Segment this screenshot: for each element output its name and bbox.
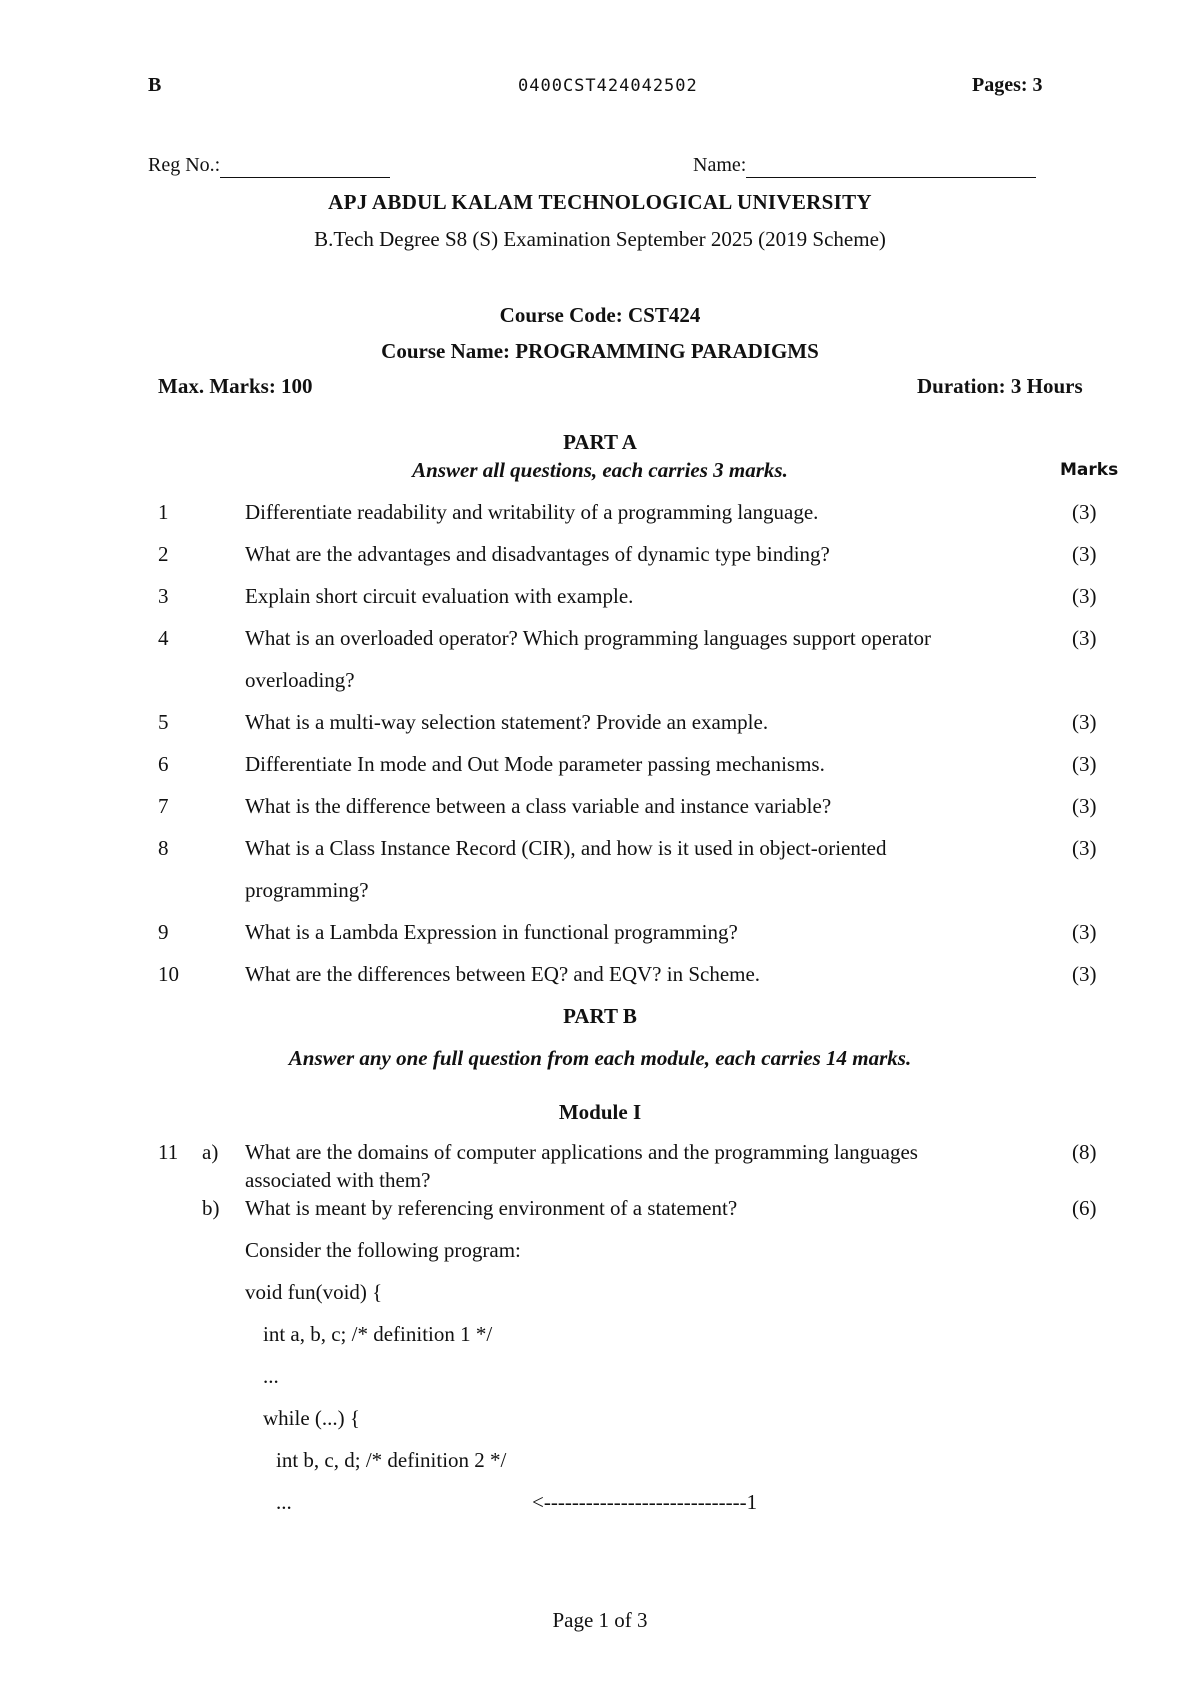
question-text-continued: programming? [245,878,369,902]
part-b-instruction: Answer any one full question from each module, each carries 14 marks. [288,1046,912,1070]
question-marks: (3) [1072,962,1097,986]
code-line: int b, c, d; /* definition 2 */ [276,1448,507,1472]
module-heading: Module I [558,1100,642,1124]
page-count: Pages: 3 [972,74,1043,96]
marks-column-heading: Marks [1060,460,1119,480]
question-marks: (3) [1072,836,1097,860]
question-text: What is a Lambda Expression in functional programming? [245,920,738,944]
name-label: Name: [693,154,747,176]
course-code: Course Code: CST424 [499,303,701,327]
question-marks: (3) [1072,794,1097,818]
question-text: Differentiate readability and writability of a programming language. [245,500,819,524]
question-number: 3 [158,584,169,608]
question-text: What are the advantages and disadvantages of dynamic type binding? [245,542,830,566]
question-text: What are the domains of computer applications and the programming languages [245,1140,918,1164]
question-number: 7 [158,794,169,818]
question-marks: (3) [1072,752,1097,776]
question-marks: (3) [1072,920,1097,944]
question-text: What is an overloaded operator? Which programming languages support operator [245,626,931,650]
code-line: while (...) { [263,1406,360,1430]
question-number: 4 [158,626,169,650]
sub-question-label: b) [202,1196,220,1220]
reg-no-label: Reg No.: [148,154,221,176]
code-line: void fun(void) { [245,1280,383,1304]
question-text: What is a Class Instance Record (CIR), and how is it used in object-oriented [245,836,887,860]
question-marks: (6) [1072,1196,1097,1220]
paper-code: 0400CST424042502 [518,76,698,96]
question-number: 10 [158,962,179,986]
question-text: Explain short circuit evaluation with example. [245,584,634,608]
question-marks: (3) [1072,626,1097,650]
code-line: ... [276,1490,292,1514]
sub-question-label: a) [202,1140,219,1164]
question-number: 9 [158,920,169,944]
question-text-continued: overloading? [245,668,355,692]
part-a-instruction: Answer all questions, each carries 3 marks. [412,458,788,482]
code-pointer-arrow: <-----------------------------1 [532,1490,758,1514]
exam-title: B.Tech Degree S8 (S) Examination September 2025 (2019 Scheme) [314,227,886,251]
question-number: 8 [158,836,169,860]
question-marks: (3) [1072,584,1097,608]
question-paper-set: B [148,74,162,96]
page-footer: Page 1 of 3 [552,1608,648,1632]
question-number: 5 [158,710,169,734]
course-name: Course Name: PROGRAMMING PARADIGMS [381,339,819,363]
consider-text: Consider the following program: [245,1238,521,1262]
question-marks: (8) [1072,1140,1097,1164]
question-text: What is the difference between a class variable and instance variable? [245,794,832,818]
reg-no-blank [220,154,390,178]
part-b-heading: PART B [563,1004,637,1028]
question-number: 2 [158,542,169,566]
question-text: What are the differences between EQ? and EQV? in Scheme. [245,962,761,986]
university-name: APJ ABDUL KALAM TECHNOLOGICAL UNIVERSITY [328,190,872,214]
name-blank [746,154,1036,178]
code-line: int a, b, c; /* definition 1 */ [263,1322,493,1346]
max-marks: Max. Marks: 100 [158,374,313,398]
question-marks: (3) [1072,710,1097,734]
code-line: ... [263,1364,279,1388]
question-text-continued: associated with them? [245,1168,431,1192]
question-text: What is a multi-way selection statement? Provide an example. [245,710,769,734]
name-field [693,154,1036,178]
question-number: 1 [158,500,169,524]
question-marks: (3) [1072,542,1097,566]
question-marks: (3) [1072,500,1097,524]
part-a-heading: PART A [563,430,637,454]
question-number: 11 [158,1140,179,1164]
question-number: 6 [158,752,169,776]
question-text: What is meant by referencing environment of a statement? [245,1196,738,1220]
duration: Duration: 3 Hours [917,374,1083,398]
reg-no-field [148,154,390,178]
question-text: Differentiate In mode and Out Mode parameter passing mechanisms. [245,752,825,776]
